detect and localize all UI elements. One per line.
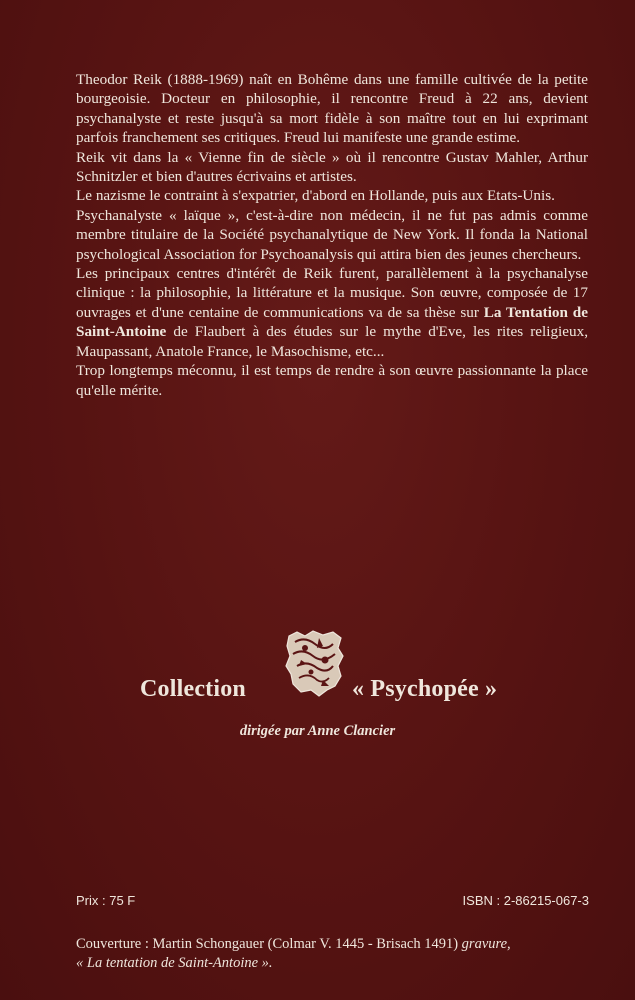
cover-credit-line-2 (76, 954, 588, 973)
cover-credit (76, 935, 588, 973)
collection-label: Collection (140, 676, 246, 702)
bio-paragraph-2: Reik vit dans la « Vienne fin de siècle » où il rencontre Gustav Mahler, Arthur Schnitzler et bien d'autres écrivains et artistes. (76, 148, 588, 186)
bio-paragraph-5-end: de Flaubert à des études sur le mythe d'Eve, les rites religieux, Maupassant, Anatole France, le Masochisme, etc... (76, 323, 588, 360)
isbn-label: ISBN : 2-86215-067-3 (462, 893, 589, 908)
collection-name: « Psychopée » (352, 676, 498, 702)
cover-credit-medium: gravure, (461, 936, 511, 952)
engraved-emblem-icon (283, 626, 347, 698)
bio-paragraph-5 (76, 264, 588, 361)
cover-credit-title: « La tentation de Saint-Antoine ». (76, 955, 273, 971)
bio-paragraph-6: Trop longtemps méconnu, il est temps de rendre à son œuvre passionnante la place qu'elle mérite. (76, 362, 588, 399)
bio-paragraph-5-start: Les principaux centres d'intérêt de Reik furent, parallèlement à la psychanalyse clinique : la philosophie, la littérature et la musique. Son œuvre, composée de 17 ouvrages et d'une centaine de communications va de sa thèse sur (76, 265, 588, 321)
author-biography (76, 70, 588, 400)
thesis-title: La Tentation de Saint-Antoine (76, 303, 588, 341)
bio-paragraph-4: Psychanalyste « laïque », c'est-à-dire non médecin, il ne fut pas admis comme membre titulaire de la Société psychanalytique de New York. Il fonda la National psychological Association for Psychoanalysis qui attira bien des jeunes chercheurs. (76, 206, 588, 263)
cover-credit-artist: Couverture : Martin Schongauer (Colmar V. 1445 - Brisach 1491) (76, 936, 462, 952)
price-label: Prix : 75 F (76, 893, 136, 908)
collection-director: dirigée par Anne Clancier (239, 723, 396, 739)
cover-credit-line-1 (76, 935, 588, 954)
bio-paragraph-1: Theodor Reik (1888-1969) naît en Bohême dans une famille cultivée de la petite bourgeoisie. Docteur en philosophie, il rencontre Freud à 22 ans, devient psychanalyste et reste jusqu'à sa mort fidèle à son maître tout en lui exprimant parfois franchement ses critiques. Freud lui manifeste une grande estime. (76, 71, 588, 147)
bio-paragraph-3: Le nazisme le contraint à s'expatrier, d'abord en Hollande, puis aux Etats-Unis. (76, 187, 555, 205)
